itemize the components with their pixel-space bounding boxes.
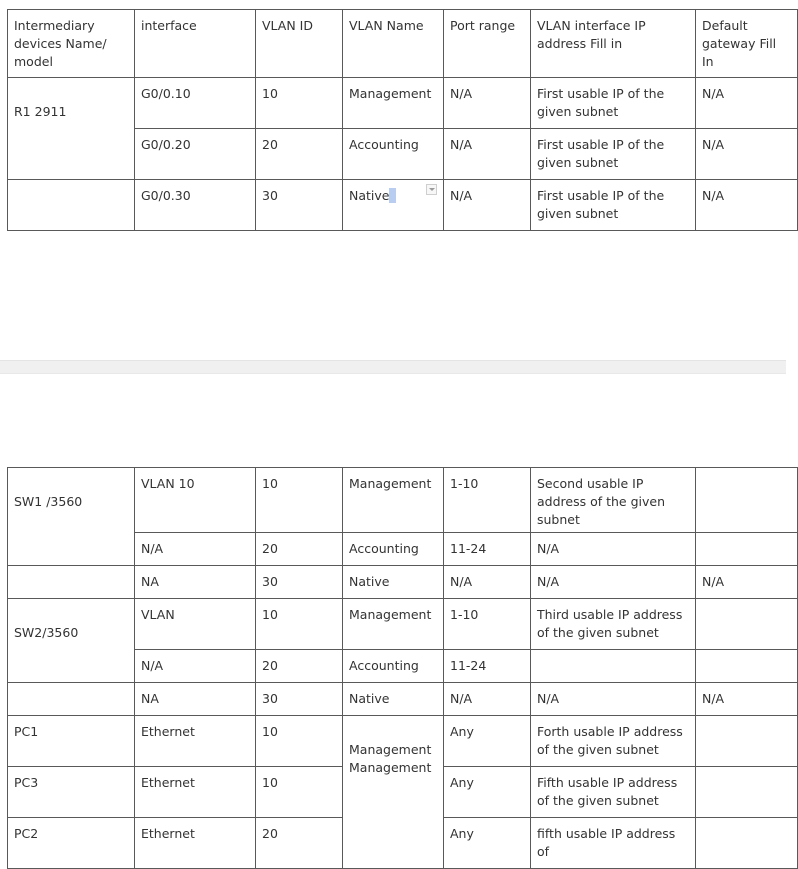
gateway-cell[interactable]	[696, 533, 798, 566]
interface-cell[interactable]: Ethernet	[135, 767, 256, 818]
header-vlan-ip[interactable]: VLAN interface IP address Fill in	[531, 10, 696, 78]
device-cell-sw2[interactable]	[8, 599, 135, 683]
port-range-cell[interactable]: N/A	[444, 129, 531, 180]
vlan-name-cell[interactable]: Accounting	[343, 650, 444, 683]
table-row	[8, 78, 798, 129]
vlan-id-cell[interactable]: 10	[256, 468, 343, 533]
gateway-cell[interactable]: N/A	[696, 566, 798, 599]
vlan-name-cell[interactable]: Accounting	[343, 533, 444, 566]
interface-cell[interactable]: N/A	[135, 533, 256, 566]
header-devices[interactable]: Intermediary devices Name/ model	[8, 10, 135, 78]
device-label: SW1 /3560	[14, 494, 83, 509]
gateway-cell[interactable]	[696, 716, 798, 767]
port-range-cell[interactable]: Any	[444, 818, 531, 869]
table-row	[8, 599, 798, 650]
vlan-name-cell[interactable]: Accounting	[343, 129, 444, 180]
port-range-cell[interactable]: 11-24	[444, 650, 531, 683]
device-cell-empty[interactable]	[8, 566, 135, 599]
vlan-id-cell[interactable]: 20	[256, 129, 343, 180]
gateway-cell[interactable]	[696, 767, 798, 818]
vlan-name-cell[interactable]: Management	[343, 468, 444, 533]
port-range-cell[interactable]: 1-10	[444, 599, 531, 650]
table-header-row	[8, 10, 798, 78]
interface-cell[interactable]: G0/0.10	[135, 78, 256, 129]
interface-cell[interactable]: G0/0.20	[135, 129, 256, 180]
ip-cell[interactable]: Forth usable IP address of the given subnet	[531, 716, 696, 767]
device-cell-empty[interactable]	[8, 180, 135, 231]
ip-cell[interactable]: Second usable IP address of the given subnet	[531, 468, 696, 533]
device-cell-pc2[interactable]: PC2	[8, 818, 135, 869]
interface-cell[interactable]: VLAN 10	[135, 468, 256, 533]
vlan-name-cell[interactable]: Management	[343, 599, 444, 650]
interface-cell[interactable]: VLAN	[135, 599, 256, 650]
header-vlan-name[interactable]: VLAN Name	[343, 10, 444, 78]
vlan-name-line: Management	[349, 760, 432, 775]
vlan-id-cell[interactable]: 30	[256, 683, 343, 716]
vlan-name-cell[interactable]: Management	[343, 78, 444, 129]
header-port-range[interactable]: Port range	[444, 10, 531, 78]
device-cell-sw1[interactable]	[8, 468, 135, 566]
gateway-cell[interactable]: N/A	[696, 129, 798, 180]
ip-cell[interactable]: N/A	[531, 683, 696, 716]
vlan-id-cell[interactable]: 10	[256, 767, 343, 818]
vlan-name-cell[interactable]: Native	[343, 566, 444, 599]
gateway-cell[interactable]: N/A	[696, 683, 798, 716]
device-label: R1 2911	[14, 104, 67, 119]
interface-cell[interactable]: NA	[135, 683, 256, 716]
ip-cell[interactable]	[531, 650, 696, 683]
port-range-cell[interactable]: Any	[444, 716, 531, 767]
vlan-id-cell[interactable]: 10	[256, 599, 343, 650]
vlan-id-cell[interactable]: 30	[256, 180, 343, 231]
gateway-cell[interactable]: N/A	[696, 180, 798, 231]
ip-cell[interactable]: First usable IP of the given subnet	[531, 180, 696, 231]
port-range-cell[interactable]: N/A	[444, 180, 531, 231]
interface-cell[interactable]: G0/0.30	[135, 180, 256, 231]
gateway-cell[interactable]	[696, 599, 798, 650]
port-range-cell[interactable]: N/A	[444, 683, 531, 716]
vlan-id-cell[interactable]: 30	[256, 566, 343, 599]
port-range-cell[interactable]: Any	[444, 767, 531, 818]
gateway-cell[interactable]: N/A	[696, 78, 798, 129]
device-label: SW2/3560	[14, 625, 79, 640]
table-row	[8, 180, 798, 231]
gateway-cell[interactable]	[696, 468, 798, 533]
table-row	[8, 566, 798, 599]
header-gateway[interactable]: Default gateway Fill In	[696, 10, 798, 78]
page-break-gap	[0, 360, 786, 374]
device-cell-empty[interactable]	[8, 683, 135, 716]
interface-cell[interactable]: NA	[135, 566, 256, 599]
interface-cell[interactable]: N/A	[135, 650, 256, 683]
ip-cell[interactable]: First usable IP of the given subnet	[531, 78, 696, 129]
ip-cell[interactable]: N/A	[531, 566, 696, 599]
vlan-name-line: Management	[349, 742, 432, 757]
device-cell-pc1[interactable]: PC1	[8, 716, 135, 767]
vlan-table-top	[7, 9, 798, 231]
ip-cell[interactable]: Fifth usable IP address of the given subnet	[531, 767, 696, 818]
vlan-id-cell[interactable]: 20	[256, 818, 343, 869]
table-row	[8, 683, 798, 716]
table-row	[8, 716, 798, 767]
ip-cell[interactable]: N/A	[531, 533, 696, 566]
interface-cell[interactable]: Ethernet	[135, 716, 256, 767]
vlan-name-cell[interactable]: Native	[343, 683, 444, 716]
vlan-id-cell[interactable]: 10	[256, 716, 343, 767]
text-cursor-selection	[389, 188, 396, 203]
dropdown-arrow-icon[interactable]	[426, 184, 437, 195]
port-range-cell[interactable]: 11-24	[444, 533, 531, 566]
device-cell-r1[interactable]	[8, 78, 135, 180]
vlan-id-cell[interactable]: 20	[256, 650, 343, 683]
ip-cell[interactable]: Third usable IP address of the given subnet	[531, 599, 696, 650]
header-interface[interactable]: interface	[135, 10, 256, 78]
vlan-name-merged-cell[interactable]	[343, 716, 444, 869]
vlan-table-bottom	[7, 467, 798, 869]
vlan-id-cell[interactable]: 20	[256, 533, 343, 566]
device-cell-pc3[interactable]: PC3	[8, 767, 135, 818]
ip-cell[interactable]: First usable IP of the given subnet	[531, 129, 696, 180]
port-range-cell[interactable]: N/A	[444, 566, 531, 599]
port-range-cell[interactable]: N/A	[444, 78, 531, 129]
vlan-name-cell-active[interactable]	[343, 180, 444, 231]
interface-cell[interactable]: Ethernet	[135, 818, 256, 869]
vlan-name-text: Native	[349, 188, 390, 203]
gateway-cell[interactable]	[696, 650, 798, 683]
table-row	[8, 468, 798, 533]
vlan-id-cell[interactable]: 10	[256, 78, 343, 129]
gateway-cell[interactable]	[696, 818, 798, 869]
ip-cell[interactable]: fifth usable IP address of	[531, 818, 696, 869]
port-range-cell[interactable]: 1-10	[444, 468, 531, 533]
header-vlan-id[interactable]: VLAN ID	[256, 10, 343, 78]
